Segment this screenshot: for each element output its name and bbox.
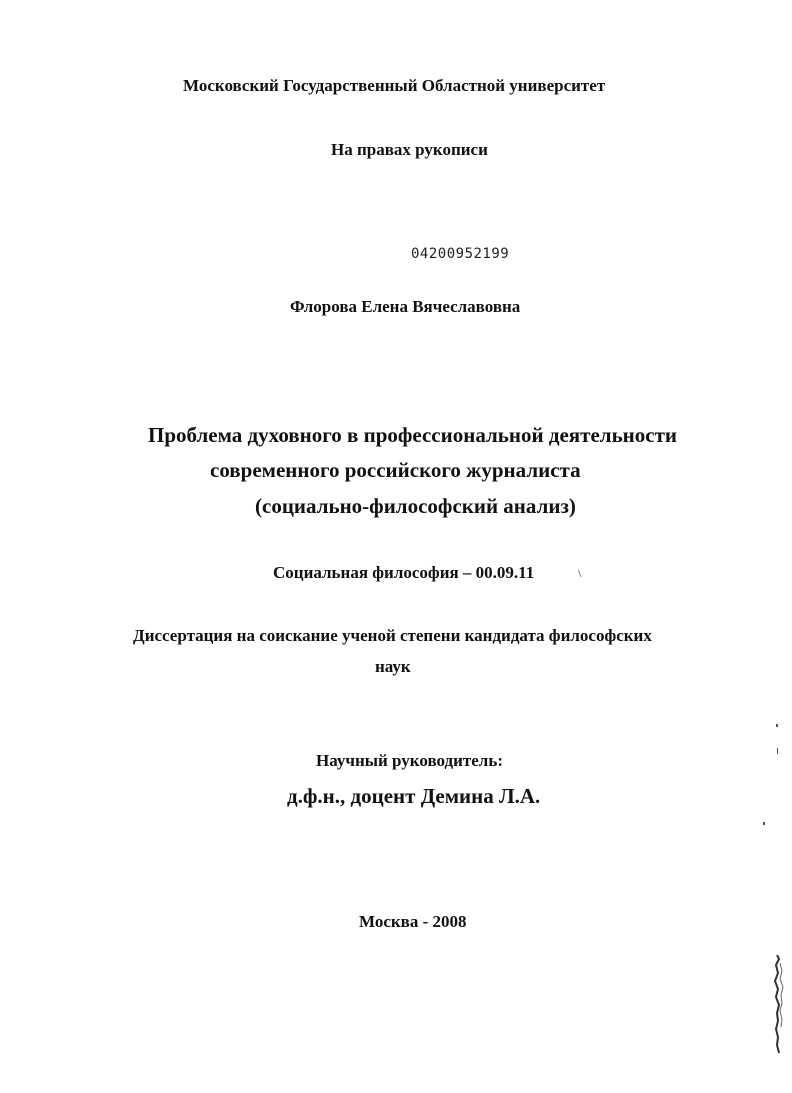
university-name: Московский Государственный Областной университет bbox=[183, 76, 606, 95]
thesis-title-line-2: современного российского журналиста bbox=[210, 458, 581, 482]
scan-speck bbox=[763, 822, 765, 825]
scan-mark: \ bbox=[578, 566, 582, 580]
city-year: Москва - 2008 bbox=[359, 912, 467, 931]
supervisor-name: д.ф.н., доцент Демина Л.А. bbox=[287, 784, 541, 808]
dissertation-line-2: наук bbox=[375, 657, 411, 676]
scan-edge-artifact bbox=[769, 955, 789, 1055]
author-name: Флорова Елена Вячеславовна bbox=[290, 297, 521, 316]
registration-code: 04200952199 bbox=[411, 246, 510, 262]
thesis-title-line-1: Проблема духовного в профессиональной деятельности bbox=[148, 423, 678, 447]
supervisor-label: Научный руководитель: bbox=[316, 751, 503, 770]
manuscript-rights: На правах рукописи bbox=[331, 140, 488, 159]
scan-speck bbox=[776, 724, 778, 727]
thesis-title-line-3: (социально-философский анализ) bbox=[255, 494, 576, 518]
dissertation-line-1: Диссертация на соискание ученой степени кандидата философских bbox=[133, 626, 652, 645]
specialty-code: Социальная философия – 00.09.11 bbox=[273, 563, 535, 582]
scan-speck bbox=[777, 748, 778, 754]
